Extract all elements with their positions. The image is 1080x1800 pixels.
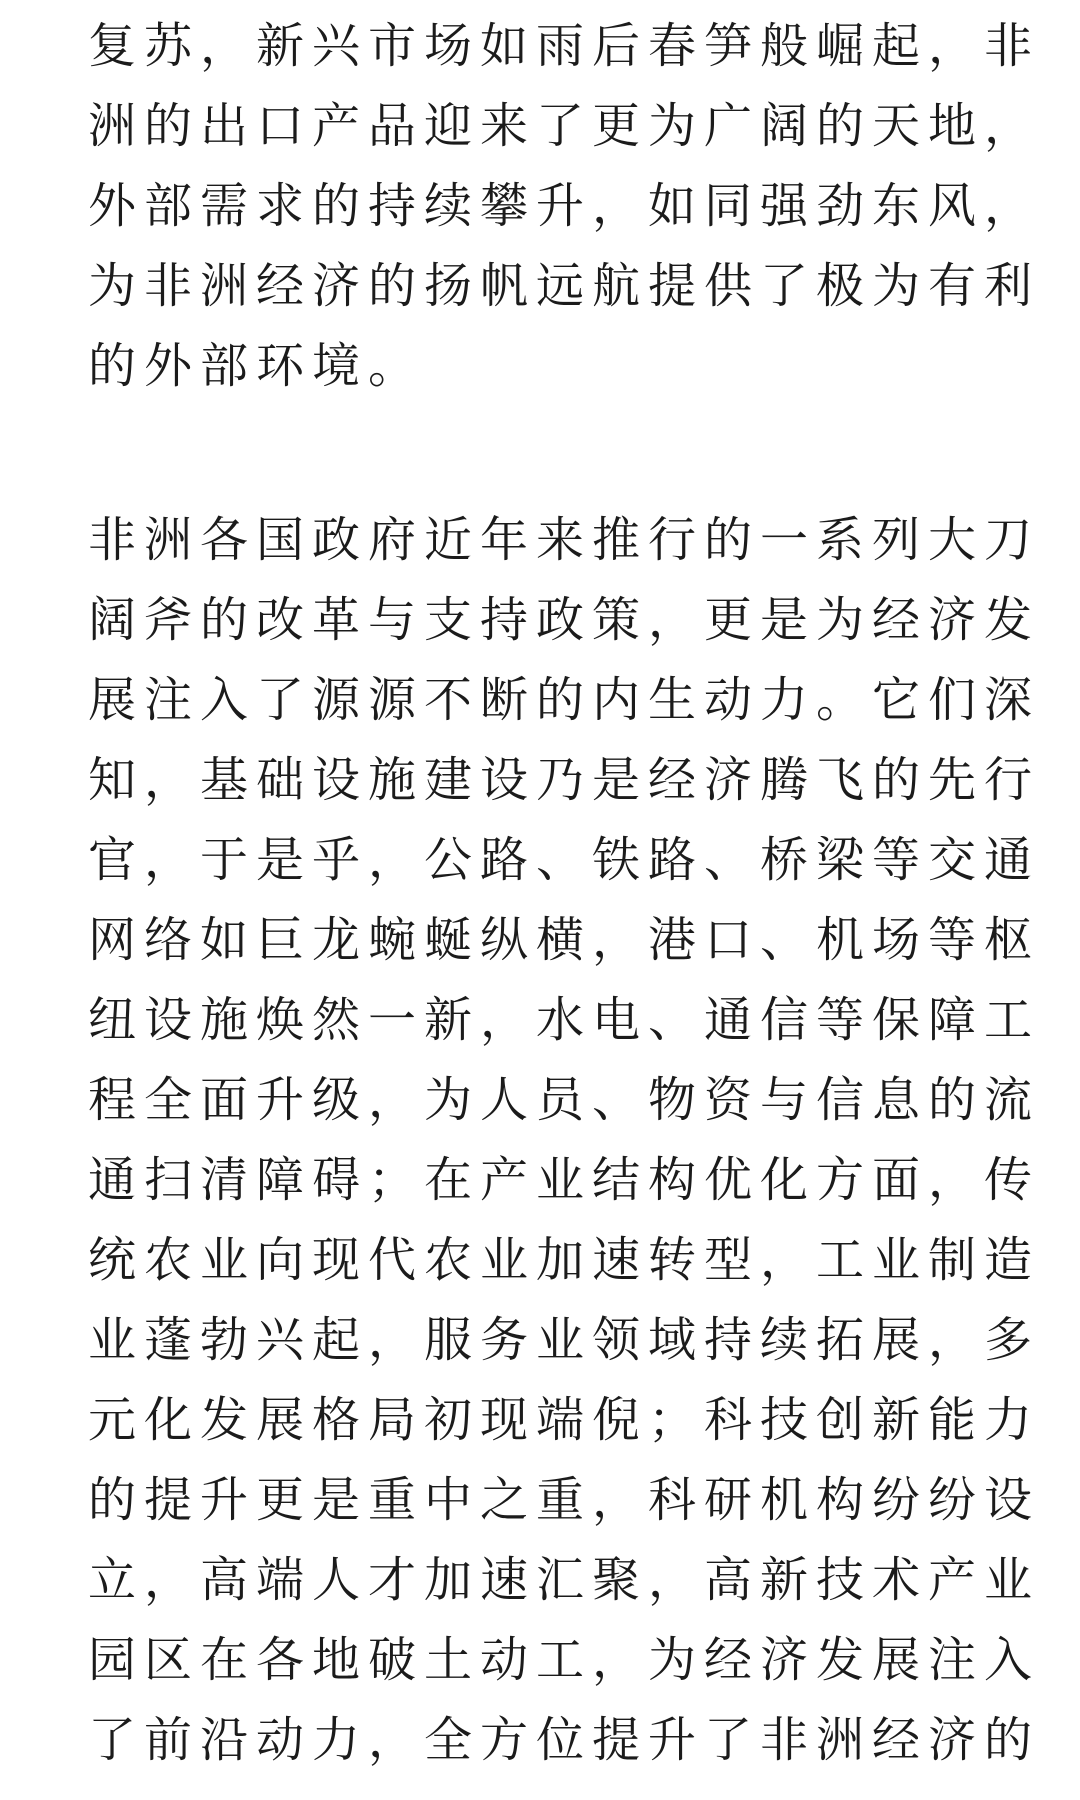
text-line: 展注入了源源不断的内生动力。它们深	[88, 672, 1041, 728]
text-line: 为非洲经济的扬帆远航提供了极为有利	[88, 258, 1041, 314]
text-line: 网络如巨龙蜿蜒纵横，港口、机场等枢	[88, 912, 1041, 968]
text-line: 统农业向现代农业加速转型，工业制造	[88, 1232, 1041, 1288]
text-line: 复苏，新兴市场如雨后春笋般崛起，非	[88, 18, 1041, 74]
text-line: 非洲各国政府近年来推行的一系列大刀	[88, 512, 1041, 568]
text-line: 元化发展格局初现端倪；科技创新能力	[88, 1392, 1041, 1448]
text-line: 程全面升级，为人员、物资与信息的流	[88, 1072, 1041, 1128]
text-line: 知，基础设施建设乃是经济腾飞的先行	[88, 752, 1041, 808]
text-line: 立，高端人才加速汇聚，高新技术产业	[88, 1552, 1041, 1608]
paragraph-1	[88, 6, 1041, 406]
text-line: 阔斧的改革与支持政策，更是为经济发	[88, 592, 1041, 648]
text-line: 的外部环境。	[88, 338, 425, 394]
text-line: 洲的出口产品迎来了更为广阔的天地，	[88, 98, 1041, 154]
text-line: 通扫清障碍；在产业结构优化方面，传	[88, 1152, 1041, 1208]
text-line: 纽设施焕然一新，水电、通信等保障工	[88, 992, 1041, 1048]
text-line: 了前沿动力，全方位提升了非洲经济的	[88, 1712, 1041, 1768]
text-line: 业蓬勃兴起，服务业领域持续拓展，多	[88, 1312, 1041, 1368]
text-line: 官，于是乎，公路、铁路、桥梁等交通	[88, 832, 1041, 888]
text-line: 的提升更是重中之重，科研机构纷纷设	[88, 1472, 1041, 1528]
text-line: 园区在各地破土动工，为经济发展注入	[88, 1632, 1041, 1688]
text-line: 外部需求的持续攀升，如同强劲东风，	[88, 178, 1041, 234]
paragraph-2	[88, 500, 1041, 1780]
